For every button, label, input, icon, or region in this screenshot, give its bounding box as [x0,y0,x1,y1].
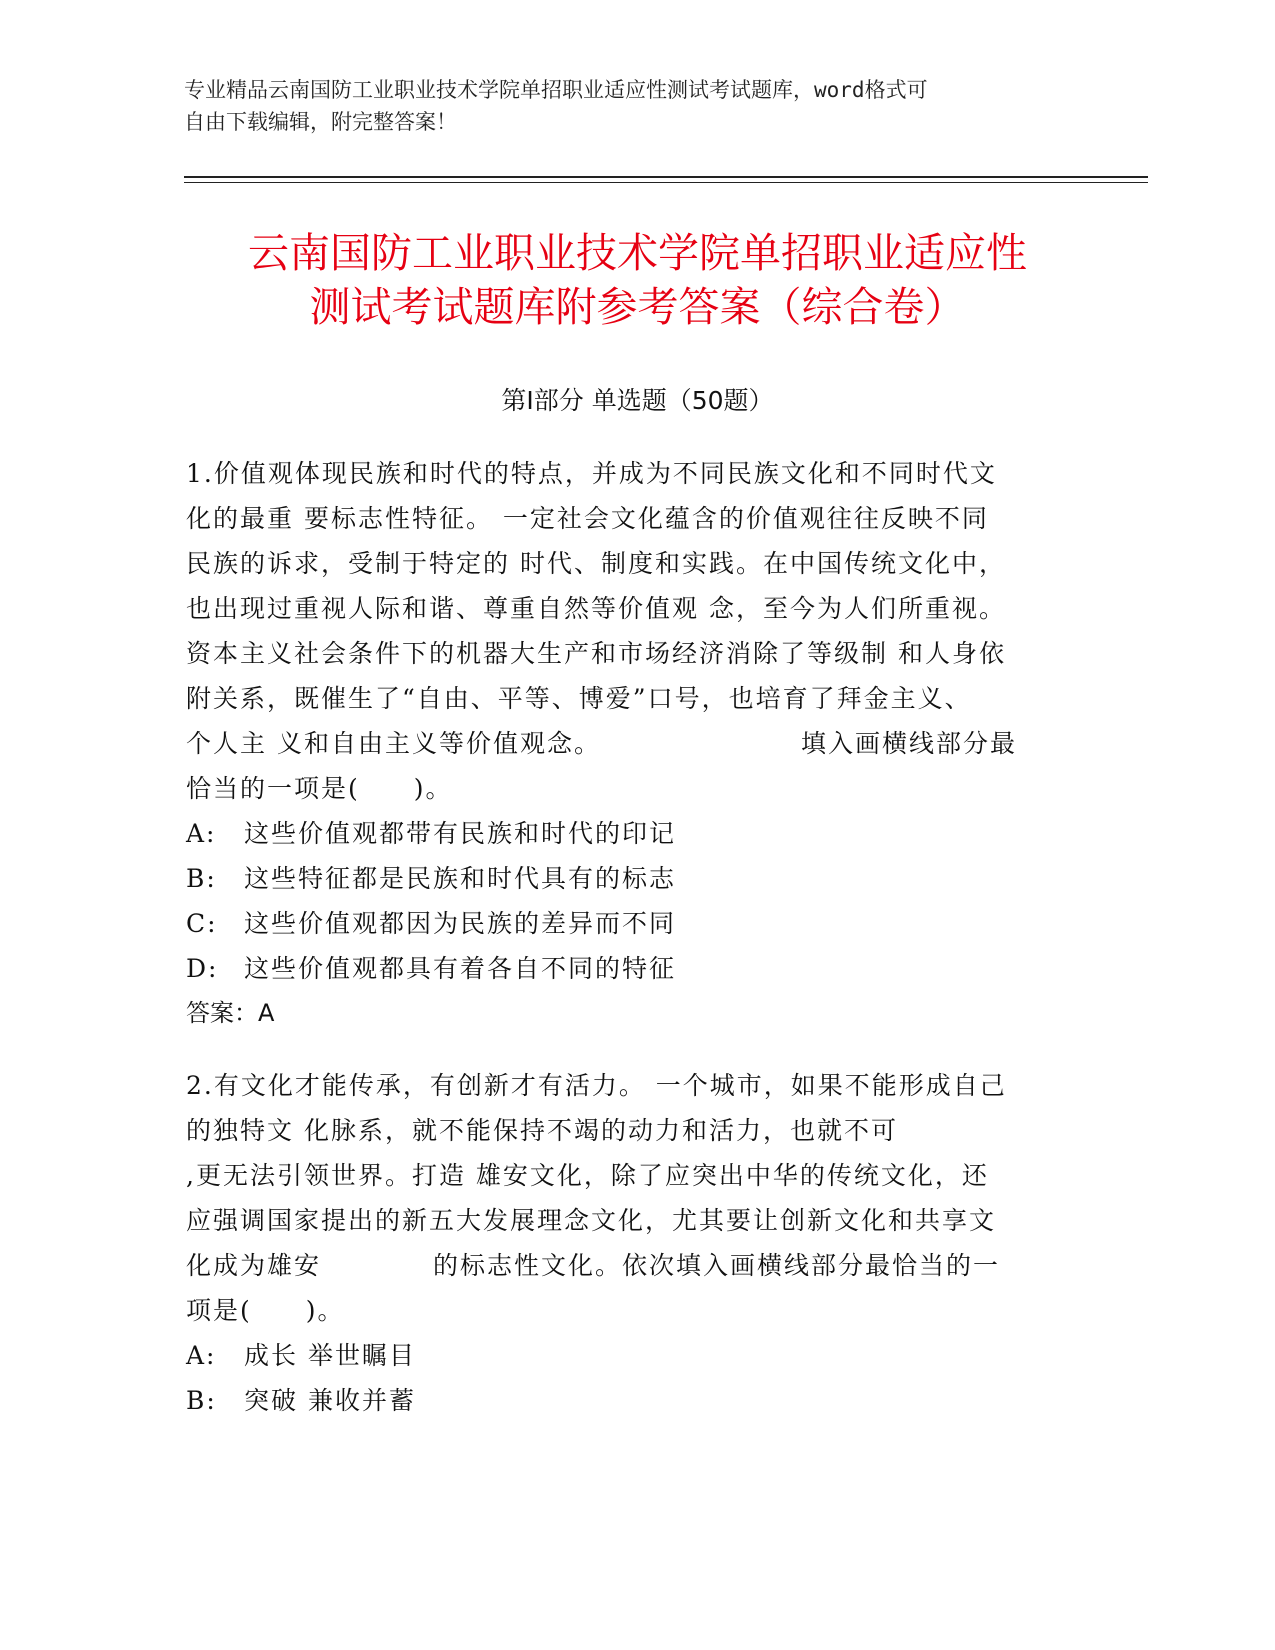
stem-line: 1.价值观体现民族和时代的特点，并成为不同民族文化和不同时代文 [186,459,997,488]
option-a [186,1333,1066,1378]
answer-line: 答案：A [186,999,275,1027]
option-letter: D: [186,954,219,983]
document-title-line: 测试考试题库附参考答案（综合卷） [309,283,966,331]
question-stem [186,451,1066,811]
option-text: 突破 兼收并蓄 [244,1386,416,1415]
option-letter: A: [186,1341,217,1370]
header-note [184,74,1064,138]
stem-line: 项是( )。 [186,1296,345,1325]
stem-text: 化成为雄安 [186,1251,322,1280]
question-stem [186,1063,1066,1333]
stem-line [186,1243,1066,1288]
option-c [186,901,1066,946]
stem-line [186,721,1066,766]
header-divider-thin [184,182,1148,183]
stem-line: 也出现过重视人际和谐、尊重自然等价值观 念，至今为人们所重视。 [186,594,1006,623]
section-title: 第Ⅰ部分 单选题（50题） [501,386,774,415]
stem-text: 个人主 义和自由主义等价值观念。 [186,729,601,758]
stem-text: 的标志性文化。依次填入画横线部分最恰当的一 [433,1251,1001,1280]
stem-line: 2.有文化才能传承，有创新才有活力。 一个城市，如果不能形成自己 [186,1071,1007,1100]
option-d [186,946,1066,991]
option-text: 这些价值观都具有着各自不同的特征 [244,954,677,983]
header-note-line: 自由下载编辑，附完整答案！ [184,110,457,134]
option-text: 这些价值观都带有民族和时代的印记 [244,819,677,848]
header-note-line: 专业精品云南国防工业职业技术学院单招职业适应性测试考试题库，word格式可 [184,78,928,102]
stem-line: 化的最重 要标志性特征。 一定社会文化蕴含的价值观往往反映不同 [186,504,989,533]
document-title-line: 云南国防工业职业技术学院单招职业适应性 [248,229,1027,277]
question-2 [186,1063,1066,1423]
stem-line: 恰当的一项是( )。 [186,774,453,803]
option-b [186,1378,1066,1423]
option-text: 这些特征都是民族和时代具有的标志 [244,864,677,893]
stem-text: 填入画横线部分最 [800,729,1017,758]
option-letter: B: [186,864,217,893]
stem-line: 资本主义社会条件下的机器大生产和市场经济消除了等级制 和人身依 [186,639,1006,668]
option-letter: A: [186,819,217,848]
option-letter: C: [186,909,218,938]
option-letter: B: [186,1386,217,1415]
stem-line: 民族的诉求，受制于特定的 时代、制度和实践。在中国传统文化中， [186,549,1006,578]
header-divider [184,176,1148,178]
option-b [186,856,1066,901]
stem-line: ,更无法引领世界。打造 雄安文化，除了应突出中华的传统文化，还 [186,1161,989,1190]
option-a [186,811,1066,856]
stem-line: 附关系，既催生了“自由、平等、博爱”口号，也培育了拜金主义、 [186,684,972,713]
option-text: 成长 举世瞩目 [244,1341,416,1370]
option-text: 这些价值观都因为民族的差异而不同 [244,909,677,938]
stem-line: 的独特文 化脉系，就不能保持不竭的动力和活力，也就不可 [186,1116,898,1145]
stem-line: 应强调国家提出的新五大发展理念文化，尤其要让创新文化和共享文 [186,1206,997,1235]
question-1 [186,451,1066,1036]
document-title [150,226,1125,334]
